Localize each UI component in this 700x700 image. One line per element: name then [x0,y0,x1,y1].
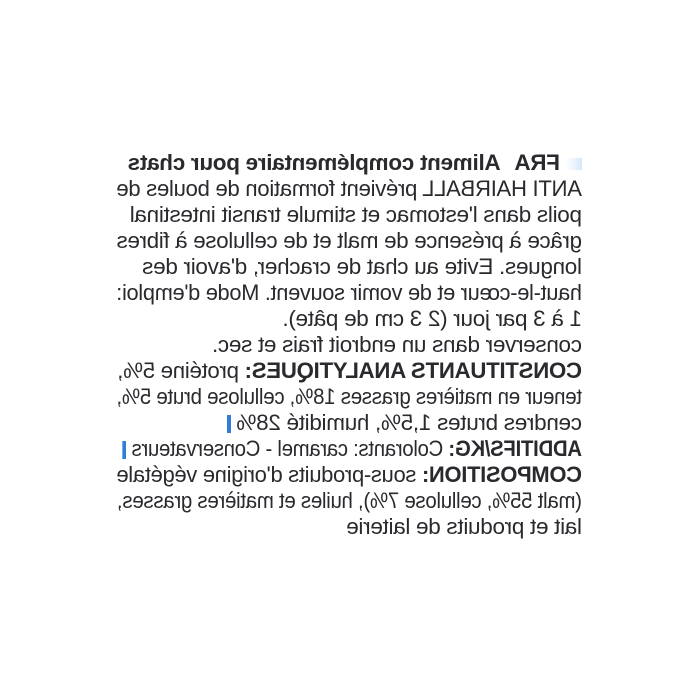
header-title: Aliment complémentaire pour chats [127,150,501,175]
composition-heading: COMPOSITION: [422,462,582,487]
body-line-4: longues. Evite au chat de cracher, d'avoir des [142,254,582,279]
analytic-line-1 [118,358,582,384]
body-line-1: ANTI HAIRBALL prévient formation de boules de [116,176,582,201]
header-lang: FRA [514,150,560,175]
analytic-line-2: teneur en matières grasses 18%, cellulose brute 5%, [116,384,582,409]
additives-text: Colorants: caramel - Conservateurs [131,436,444,461]
mirrored-label-text [110,150,590,570]
analytic-text-3: cendres brutes 1,5%, humidité 28% [236,410,582,435]
body-line-3: grâce à présence de malt et de cellulose à fibres [116,228,582,253]
blue-bar-mark [227,415,231,433]
composition-line-2: (malt 55%, cellulose 7%), huiles et matières grasses, [117,488,582,513]
composition-text-1: sous-produits d'origine végétale [116,462,417,487]
additives-heading: ADDITIFS/KG: [448,436,582,461]
analytic-heading: CONSTITUANTS ANALYTIQUES: [244,358,582,383]
composition-line-1 [117,462,582,488]
flag-icon [566,158,582,170]
composition-line-3: lait et produits de laiterie [346,514,582,539]
additives-line [117,436,582,462]
blue-bar-mark-2 [123,441,127,459]
analytic-line-3 [221,410,582,436]
analytic-text-1: protéine 5%, [117,358,240,383]
body-line-2: poils dans l'estomac et stimule transit intestinal [129,202,582,227]
label-header [128,150,582,176]
body-line-6: 1 à 3 par jour (2 3 cm de pâte). [282,306,582,331]
body-line-7: conserver dans un endroit frais et sec. [212,332,582,357]
body-line-5: haut-le-cœur et de vomir souvent. Mode d'emploi: [116,280,582,305]
